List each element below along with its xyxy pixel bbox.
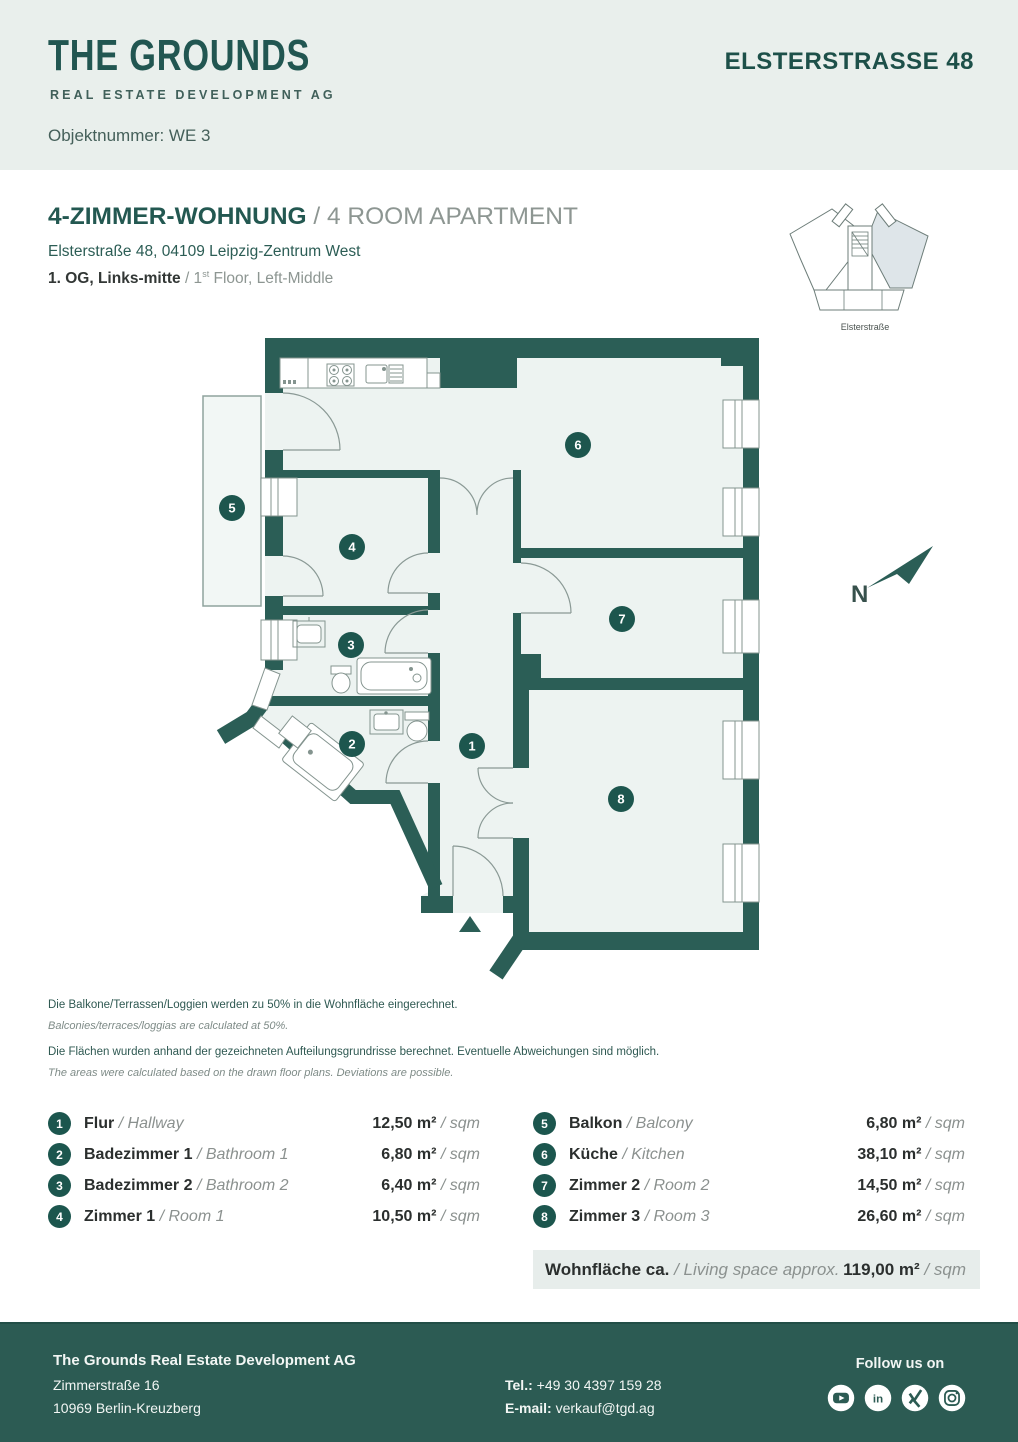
room-badge-kitchen — [565, 432, 591, 458]
north-arrow-icon — [867, 546, 933, 588]
company-logo — [48, 31, 384, 80]
counter-marks — [283, 380, 296, 384]
object-number: Objektnummer: WE 3 — [48, 126, 211, 145]
floor-line — [48, 269, 333, 288]
svg-text:8: 8 — [617, 791, 625, 807]
footer-street: Zimmerstraße 16 — [53, 1377, 160, 1393]
youtube-icon[interactable] — [826, 1383, 856, 1413]
linkedin-icon[interactable] — [863, 1383, 893, 1413]
locator-outline — [790, 204, 928, 310]
footer-email[interactable]: E-mail: verkauf@tgd.ag — [505, 1400, 655, 1416]
kitchen-counter — [280, 358, 440, 388]
svg-text:1: 1 — [468, 738, 476, 754]
room-badge-balcony — [219, 495, 245, 521]
room-badge-bathroom2 — [338, 632, 364, 658]
room-badge-room1 — [339, 534, 365, 560]
floor-plan — [195, 338, 765, 988]
legend-number-badge: 2 — [48, 1143, 71, 1166]
disclaimer-balcony-de: Die Balkone/Terrassen/Loggien werden zu 50% in die Wohnfläche eingerechnet. — [48, 999, 458, 1011]
legend-row-room2: 7 Zimmer 2 / Room 2 14,50 m² / sqm — [533, 1174, 965, 1197]
instagram-icon[interactable] — [937, 1383, 967, 1413]
building-locator-map — [786, 196, 944, 316]
toilet-icon — [405, 712, 429, 741]
locator-street-label: Elsterstraße — [840, 322, 890, 332]
legend-row-hallway: 1 Flur / Hallway 12,50 m² / sqm — [48, 1112, 480, 1135]
legend-row-kitchen: 6 Küche / Kitchen 38,10 m² / sqm — [533, 1143, 965, 1166]
legend-row-room1: 4 Zimmer 1 / Room 1 10,50 m² / sqm — [48, 1205, 480, 1228]
legend-number-badge: 7 — [533, 1174, 556, 1197]
legend-row-room3: 8 Zimmer 3 / Room 3 26,60 m² / sqm — [533, 1205, 965, 1228]
legend-number-badge: 8 — [533, 1205, 556, 1228]
svg-text:2: 2 — [348, 736, 356, 752]
legend-number-badge: 1 — [48, 1112, 71, 1135]
locator-highlighted-unit — [872, 211, 928, 288]
xing-icon[interactable] — [900, 1383, 930, 1413]
living-space-total — [533, 1250, 980, 1289]
floor-english: / 1st Floor, Left-Middle — [180, 269, 334, 288]
svg-text:in: in — [872, 1393, 884, 1406]
legend-number-badge: 6 — [533, 1143, 556, 1166]
wing-wall — [221, 714, 259, 737]
disclaimer-balcony-en: Balconies/terraces/loggias are calculated at 50%. — [48, 1020, 289, 1032]
svg-text:3: 3 — [347, 637, 355, 653]
room-badge-room3 — [608, 786, 634, 812]
floor-german: 1. OG, Links-mitte — [48, 270, 181, 288]
bottom-stub-wall — [496, 938, 521, 975]
disclaimer — [48, 995, 659, 1084]
north-label: N — [851, 581, 869, 608]
logo-wordmark: THE GROUNDS — [48, 31, 311, 80]
legend-number-badge: 5 — [533, 1112, 556, 1135]
legend-left-column — [48, 1112, 480, 1236]
logo-subtitle: REAL ESTATE DEVELOPMENT AG — [50, 88, 336, 102]
svg-text:4: 4 — [348, 539, 356, 555]
footer — [0, 1322, 1018, 1442]
footer-company: The Grounds Real Estate Development AG — [53, 1352, 356, 1369]
title-english: / 4 ROOM APARTMENT — [306, 203, 578, 230]
legend-row-bathroom1: 2 Badezimmer 1 / Bathroom 1 6,80 m² / sqm — [48, 1143, 480, 1166]
legend-row-bathroom2: 3 Badezimmer 2 / Bathroom 2 6,40 m² / sqm — [48, 1174, 480, 1197]
entrance-arrow-icon — [459, 916, 481, 932]
total-label: Wohnfläche ca. / Living space approx. — [545, 1259, 840, 1279]
footer-follow-label: Follow us on — [855, 1356, 945, 1372]
room-badge-room2 — [609, 606, 635, 632]
legend-right-column — [533, 1112, 965, 1236]
room-badge-hallway — [459, 733, 485, 759]
disclaimer-areas-en: The areas were calculated based on the drawn floor plans. Deviations are possible. — [48, 1067, 454, 1079]
disclaimer-areas-de: Die Flächen wurden anhand der gezeichneten Aufteilungsgrundrisse berechnet. Eventuelle Abweichungen sind möglich. — [48, 1046, 660, 1058]
total-value: 119,00 m² / sqm — [843, 1259, 966, 1279]
svg-text:5: 5 — [228, 500, 236, 516]
title-german: 4-ZIMMER-WOHNUNG — [48, 203, 307, 230]
address-line: Elsterstraße 48, 04109 Leipzig-Zentrum West — [48, 243, 361, 260]
north-arrow — [843, 538, 938, 610]
legend-row-balcony: 5 Balkon / Balcony 6,80 m² / sqm — [533, 1112, 965, 1135]
page-title — [48, 203, 578, 231]
legend-number-badge: 4 — [48, 1205, 71, 1228]
property-heading: ELSTERSTRASSE 48 — [724, 48, 974, 75]
footer-phone: Tel.: +49 30 4397 159 28 — [505, 1377, 662, 1393]
footer-city: 10969 Berlin-Kreuzberg — [53, 1400, 201, 1416]
room-badge-bathroom1 — [339, 731, 365, 757]
social-icons — [826, 1383, 967, 1413]
toilet-icon — [331, 666, 351, 693]
bathtub-icon — [357, 658, 431, 694]
svg-text:6: 6 — [574, 437, 582, 453]
svg-text:7: 7 — [618, 611, 626, 627]
legend-number-badge: 3 — [48, 1174, 71, 1197]
